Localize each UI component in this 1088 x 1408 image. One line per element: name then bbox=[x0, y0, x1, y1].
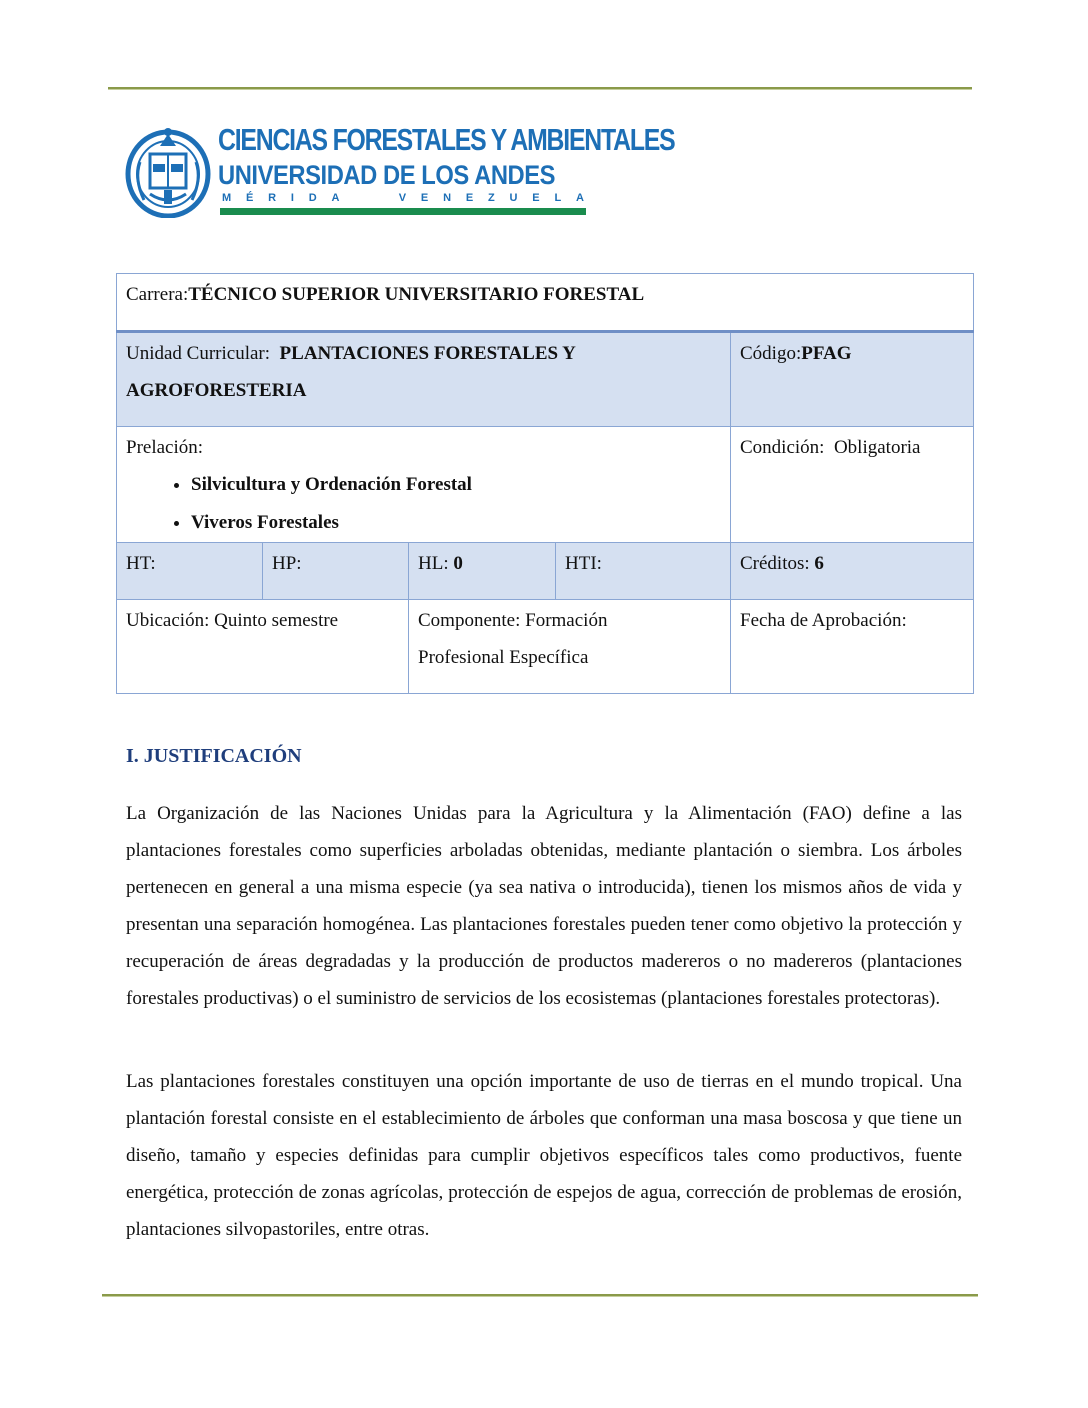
list-item: • Viveros Forestales bbox=[191, 504, 721, 542]
componente-cell bbox=[409, 600, 731, 694]
ubicacion-cell bbox=[117, 600, 409, 694]
creditos-value: 6 bbox=[814, 553, 824, 574]
carrera-label: Carrera: bbox=[126, 284, 189, 305]
logo-underline bbox=[220, 208, 586, 215]
unidad-cell bbox=[117, 332, 731, 427]
condicion-cell bbox=[731, 427, 974, 543]
condicion-value: Obligatoria bbox=[833, 437, 921, 458]
logo-faculty-name: CIENCIAS FORESTALES Y AMBIENTALES bbox=[218, 122, 675, 157]
prelacion-cell bbox=[117, 427, 731, 543]
university-seal-icon bbox=[124, 124, 212, 218]
section-title: I. JUSTIFICACIÓN bbox=[126, 745, 302, 767]
codigo-label: Código: bbox=[740, 343, 802, 364]
hl-cell bbox=[409, 543, 556, 600]
hp-cell bbox=[263, 543, 409, 600]
fecha-cell bbox=[731, 600, 974, 694]
logo-location: M É R I D A V E N E Z U E L A bbox=[222, 192, 584, 204]
paragraph-1: La Organización de las Naciones Unidas para la Agricultura y la Alimentación (FAO) define a las plantaciones forestales como superficies arboladas obtenidas, mediante plantación o siembra. Los árboles pertenecen en general a una misma especie (ya sea nativa o introducida), tienen los mismos años de vida y presentan una separación homogénea. Las plantaciones forestales pueden tener como objetivo la protección y recuperación de áreas degradadas y la producción de productos madereros o no madereros (plantaciones forestales productivas) o el suministro de servicios de los ecosistemas (plantaciones forestales protectoras). bbox=[126, 803, 962, 1009]
hl-label: HL: bbox=[418, 553, 449, 574]
header-rule bbox=[108, 87, 972, 90]
carrera-value: TÉCNICO SUPERIOR UNIVERSITARIO FORESTAL bbox=[188, 284, 645, 305]
hp-label: HP: bbox=[272, 553, 302, 574]
ubicacion-text: Ubicación: Quinto semestre bbox=[126, 610, 339, 631]
footer-rule bbox=[102, 1294, 978, 1297]
logo-university-name: UNIVERSIDAD DE LOS ANDES bbox=[218, 160, 556, 190]
prelacion-list bbox=[126, 466, 721, 542]
creditos-label: Créditos: bbox=[740, 553, 810, 574]
unidad-value-line1: PLANTACIONES FORESTALES Y bbox=[279, 343, 576, 364]
codigo-value: PFAG bbox=[801, 343, 852, 364]
componente-line1: Componente: Formación bbox=[418, 610, 608, 631]
fecha-label: Fecha de Aprobación: bbox=[740, 610, 907, 631]
unidad-value-line2: AGROFORESTERIA bbox=[126, 380, 307, 401]
condicion-label: Condición: bbox=[740, 437, 825, 458]
hti-cell bbox=[556, 543, 731, 600]
carrera-cell bbox=[117, 274, 974, 332]
ht-cell bbox=[117, 543, 263, 600]
ht-label: HT: bbox=[126, 553, 156, 574]
hl-value: 0 bbox=[453, 553, 463, 574]
componente-line2: Profesional Específica bbox=[418, 647, 589, 668]
prelacion-label: Prelación: bbox=[126, 437, 204, 458]
unidad-label: Unidad Curricular: bbox=[126, 343, 271, 364]
list-item: • Silvicultura y Ordenación Forestal bbox=[191, 466, 721, 504]
creditos-cell bbox=[731, 543, 974, 600]
paragraph-2: Las plantaciones forestales constituyen una opción importante de uso de tierras en el mundo tropical. Una plantación forestal consiste en el establecimiento de árboles que conforman una masa boscosa y que tiene un diseño, tamaño y especies definidas para cumplir objetivos específicos tales como productivos, fuente energética, protección de zonas agrícolas, protección de espejos de agua, corrección de problemas de erosión, plantaciones silvopastoriles, entre otras. bbox=[126, 1071, 962, 1240]
hti-label: HTI: bbox=[565, 553, 602, 574]
codigo-cell bbox=[731, 332, 974, 427]
university-logo bbox=[124, 122, 675, 222]
course-info-table bbox=[116, 273, 974, 694]
